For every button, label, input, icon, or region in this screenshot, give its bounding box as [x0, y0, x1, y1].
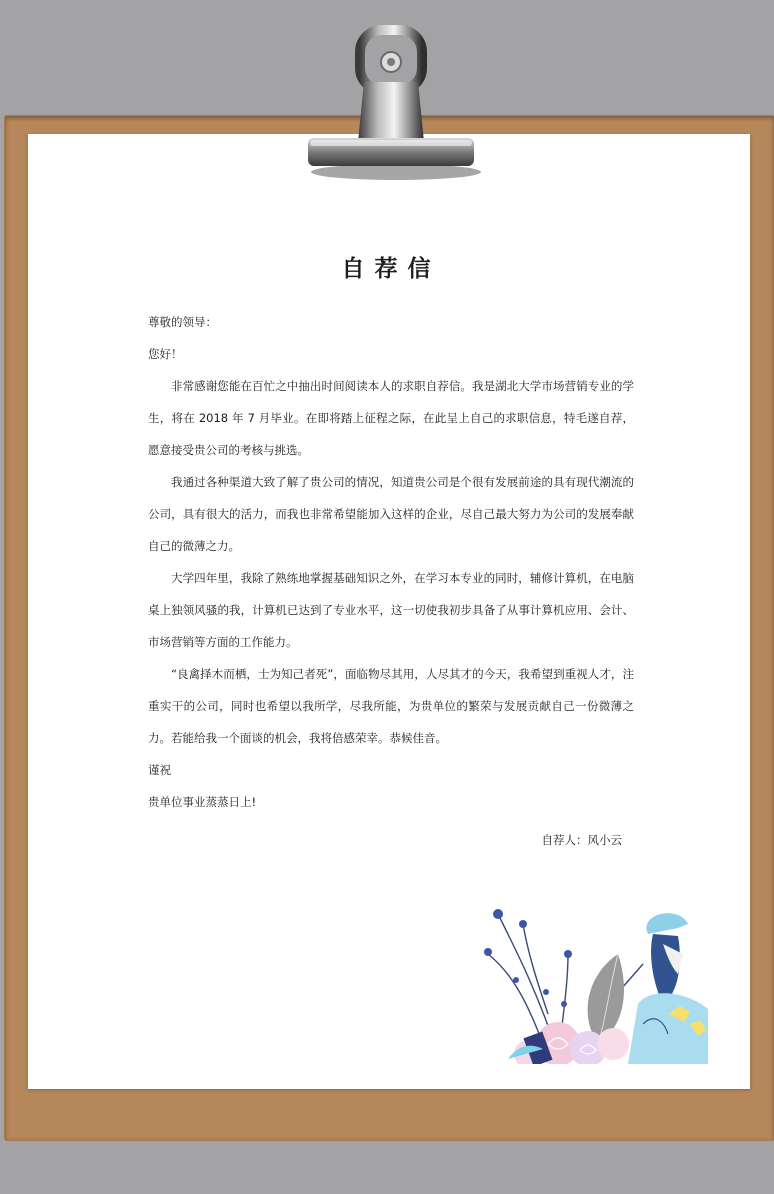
page-title: 自荐信 — [341, 256, 441, 282]
salutation: 尊敬的领导： — [148, 315, 217, 329]
paragraph-1: 非常感谢您能在百忙之中抽出时间阅读本人的求职自荐信。我是湖北大学市场营销专业的学生，将在 2018 年 7 月毕业。在即将踏上征程之际，在此呈上自己的求职信息，特毛遂自荐，愿意接受贵公司的考核与挑选。 — [148, 379, 634, 457]
cover-letter — [148, 254, 634, 856]
paragraph-2: 我通过各种渠道大致了解了贵公司的情况，知道贵公司是个很有发展前途的具有现代潮流的公司，具有很大的活力，而我也非常希望能加入这样的企业，尽自己最大努力为公司的发展奉献自己的微薄之力。 — [148, 475, 634, 553]
letter-paper — [28, 134, 750, 1089]
paragraph-3: 大学四年里，我除了熟练地掌握基础知识之外，在学习本专业的同时，辅修计算机，在电脑桌上独领风骚的我，计算机已达到了专业水平，这一切使我初步具备了从事计算机应用、会计、市场营销等方面的工作能力。 — [148, 571, 634, 649]
binder-clip-icon — [296, 22, 486, 182]
signature: 自荐人：风小云 — [541, 833, 622, 847]
closing: 谨祝 — [148, 763, 171, 777]
wish: 贵单位事业蒸蒸日上! — [148, 795, 257, 809]
greeting: 您好！ — [148, 347, 183, 361]
floral-girl-illustration — [468, 894, 708, 1064]
paragraph-4: “良禽择木而栖，士为知己者死”，面临物尽其用，人尽其才的今天，我希望到重视人才，注重实干的公司，同时也希望以我所学，尽我所能，为贵单位的繁荣与发展贡献自己一份微薄之力。若能给我一个面谈的机会，我将倍感荣幸。恭候佳音。 — [148, 667, 634, 745]
